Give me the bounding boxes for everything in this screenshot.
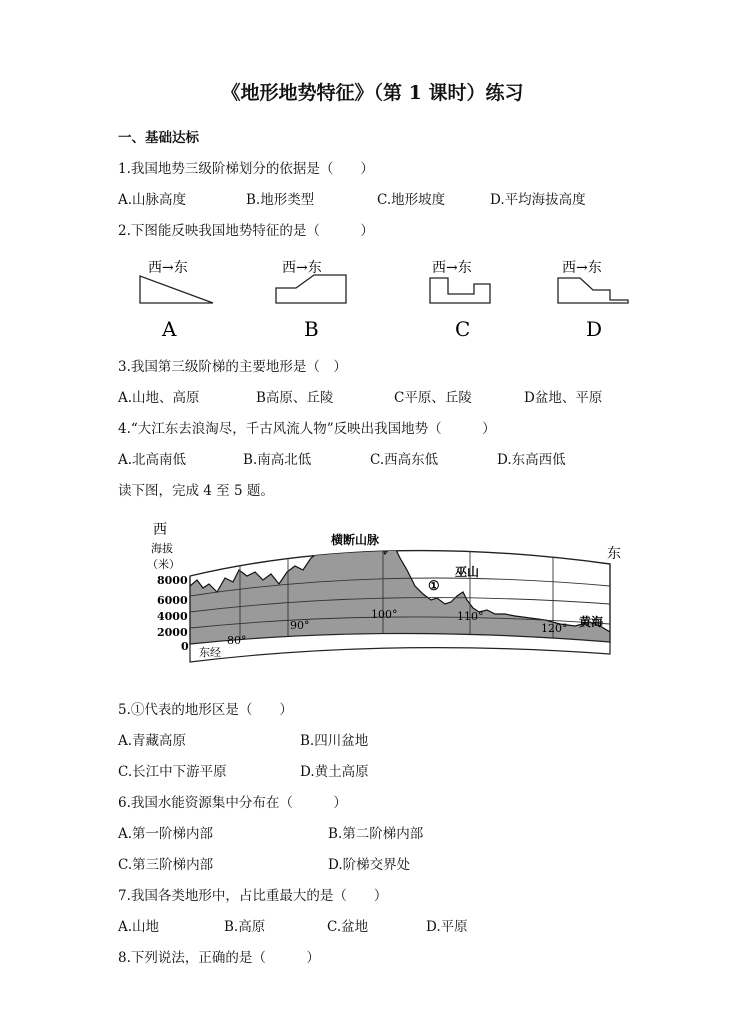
- elevation-tick: 6000: [157, 594, 188, 607]
- marker-label: ①: [428, 579, 440, 594]
- option: A.北高南低: [118, 452, 187, 468]
- axis-label: 海拔: [151, 542, 173, 555]
- direction-label: 西→东: [432, 260, 472, 276]
- sea-label: 黄海: [579, 615, 604, 629]
- option: B高原、丘陵: [256, 390, 334, 406]
- option-letter: A: [162, 317, 177, 341]
- option: C.第三阶梯内部: [118, 857, 214, 873]
- option: D.平均海拔高度: [490, 192, 586, 208]
- longitude-tick: 120°: [541, 622, 568, 635]
- question-stem: 3.我国第三级阶梯的主要地形是（ ）: [118, 359, 347, 375]
- longitude-tick: 90°: [290, 619, 310, 632]
- longitude-tick: 110°: [457, 610, 484, 623]
- option: C.西高东低: [370, 452, 439, 468]
- option: C平原、丘陵: [394, 390, 472, 406]
- elevation-tick: 8000: [157, 574, 188, 587]
- option: A.青藏高原: [118, 733, 187, 749]
- question-stem: 8.下列说法，正确的是（ ）: [118, 950, 320, 966]
- option: A.山脉高度: [118, 192, 187, 208]
- profile-c-shape: [430, 278, 490, 303]
- option: D.黄土高原: [300, 764, 369, 780]
- option: C.盆地: [327, 919, 369, 935]
- longitude-tick: 80°: [227, 634, 247, 647]
- question-stem: 2.下图能反映我国地势特征的是（ ）: [118, 223, 374, 239]
- longitude-tick: 100°: [371, 608, 398, 621]
- option: D.平原: [426, 919, 468, 935]
- question-stem: 1.我国地势三级阶梯划分的依据是（ ）: [118, 161, 374, 177]
- option: C.地形坡度: [377, 192, 446, 208]
- profile-d-shape: [558, 278, 628, 303]
- wushan-label: 巫山: [455, 565, 480, 579]
- question-stem: 4.“大江东去浪淘尽，千古风流人物”反映出我国地势（ ）: [118, 421, 496, 437]
- option-letter: D: [586, 317, 603, 341]
- option: B.地形类型: [246, 192, 315, 208]
- section-heading: 一、基础达标: [118, 130, 199, 146]
- reading-prompt: 读下图，完成 4 至 5 题。: [118, 483, 274, 499]
- option: B.四川盆地: [300, 733, 369, 749]
- option: D盆地、平原: [524, 390, 603, 406]
- hengduan-label: 横断山脉: [331, 533, 380, 547]
- option: D.东高西低: [497, 452, 566, 468]
- option-letter: B: [304, 317, 319, 341]
- axis-label: （米）: [147, 558, 180, 571]
- direction-label: 西→东: [562, 260, 602, 276]
- question-stem: 7.我国各类地形中，占比重最大的是（ ）: [118, 888, 388, 904]
- option: D.阶梯交界处: [328, 857, 411, 873]
- question-stem: 6.我国水能资源集中分布在（ ）: [118, 795, 347, 811]
- terrain-profile-figure: [145, 514, 645, 674]
- option-letter: C: [455, 317, 471, 341]
- longitude-prefix: 东经: [199, 646, 221, 659]
- option: B.第二阶梯内部: [328, 826, 424, 842]
- elevation-tick: 0: [181, 640, 189, 653]
- question-stem: 5.①代表的地形区是（ ）: [118, 702, 293, 718]
- west-label: 西: [153, 522, 167, 538]
- page-title: 《地形地势特征》（第 1 课时）练习: [221, 82, 524, 104]
- direction-label: 西→东: [148, 260, 188, 276]
- direction-label: 西→东: [282, 260, 322, 276]
- east-label: 东: [607, 546, 621, 562]
- option: A.山地、高原: [118, 390, 200, 406]
- elevation-tick: 4000: [157, 610, 188, 623]
- option: B.南高北低: [243, 452, 312, 468]
- profile-a-shape: [140, 276, 213, 303]
- terrain-profile-options-figure: [118, 248, 658, 343]
- profile-b-shape: [276, 275, 346, 303]
- option: B.高原: [224, 919, 266, 935]
- elevation-tick: 2000: [157, 626, 188, 639]
- option: A.山地: [118, 919, 160, 935]
- option: C.长江中下游平原: [118, 764, 227, 780]
- option: A.第一阶梯内部: [118, 826, 214, 842]
